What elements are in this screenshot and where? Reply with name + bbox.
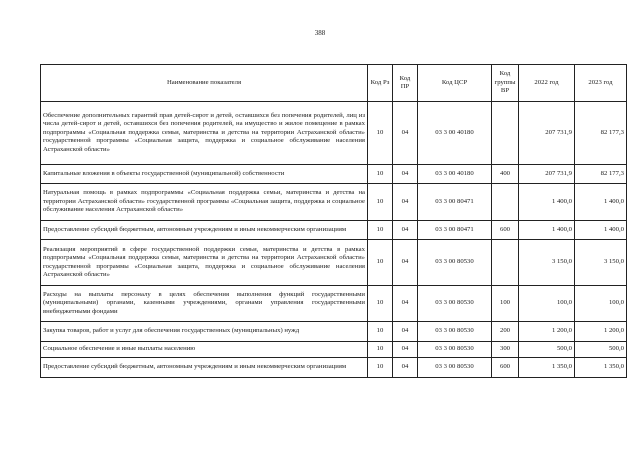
row-pr: 04 [393, 102, 418, 165]
row-name: Закупка товаров, работ и услуг для обеспечения государственных (муниципальных) нужд [41, 322, 368, 342]
row-2022: 1 400,0 [519, 221, 575, 240]
row-name: Социальное обеспечение и иные выплаты населению [41, 342, 368, 358]
row-2023: 1 400,0 [575, 221, 627, 240]
row-vr: 300 [492, 342, 519, 358]
row-rz: 10 [368, 165, 393, 184]
header-vr: Код группы ВР [492, 65, 519, 102]
row-2023: 82 177,3 [575, 102, 627, 165]
row-2023: 3 150,0 [575, 240, 627, 286]
table-row [41, 184, 627, 221]
row-name: Натуральная помощь в рамках подпрограммы «Социальная поддержка семьи, материнства и детства на территории Астраханской области» государственной программы «Социальная защита, поддержка и социальное обслуживание населения Астраханской области» [41, 184, 368, 221]
row-pr: 04 [393, 358, 418, 378]
row-2022: 500,0 [519, 342, 575, 358]
row-pr: 04 [393, 240, 418, 286]
row-name: Капитальные вложения в объекты государственной (муниципальной) собственности [41, 165, 368, 184]
page-number: 388 [314, 29, 326, 37]
row-2022: 1 350,0 [519, 358, 575, 378]
header-2023: 2023 год [575, 65, 627, 102]
row-rz: 10 [368, 322, 393, 342]
row-name: Предоставление субсидий бюджетным, автономным учреждениям и иным некоммерческим организациям [41, 221, 368, 240]
row-rz: 10 [368, 102, 393, 165]
row-csr: 03 3 00 40180 [418, 165, 492, 184]
row-2022: 3 150,0 [519, 240, 575, 286]
row-2022: 207 731,9 [519, 102, 575, 165]
row-vr [492, 102, 519, 165]
table-row [41, 240, 627, 286]
row-vr: 600 [492, 221, 519, 240]
row-2023: 1 400,0 [575, 184, 627, 221]
row-2023: 1 350,0 [575, 358, 627, 378]
row-rz: 10 [368, 358, 393, 378]
row-csr: 03 3 00 80530 [418, 286, 492, 322]
row-vr [492, 240, 519, 286]
row-pr: 04 [393, 342, 418, 358]
row-2022: 1 200,0 [519, 322, 575, 342]
row-vr [492, 184, 519, 221]
row-2023: 82 177,3 [575, 165, 627, 184]
row-name: Обеспечение дополнительных гарантий прав детей-сирот и детей, оставшихся без попечения родителей, лиц из числа детей-сирот и детей, оставшихся без попечения родителей, на имущество и жилое помещение в рамках подпрограммы «Социальная поддержка семьи, материнства и детства на территории Астраханской области» государственной программы «Социальная защита, поддержка и социальное обслуживание населения Астраханской области» [41, 102, 368, 165]
row-name: Реализация мероприятий в сфере государственной поддержки семьи, материнства и детства в рамках подпрограммы «Социальная поддержка семьи, материнства и детства на территории Астраханской области» государственной программы «Социальная защита, поддержка и социальное обслуживание населения Астраханской области» [41, 240, 368, 286]
table-row [41, 342, 627, 358]
row-vr: 100 [492, 286, 519, 322]
row-pr: 04 [393, 221, 418, 240]
row-2022: 100,0 [519, 286, 575, 322]
row-csr: 03 3 00 80530 [418, 358, 492, 378]
table-row [41, 358, 627, 378]
row-rz: 10 [368, 240, 393, 286]
row-pr: 04 [393, 184, 418, 221]
row-csr: 03 3 00 80530 [418, 342, 492, 358]
budget-table [40, 64, 627, 378]
row-2023: 100,0 [575, 286, 627, 322]
table-row [41, 221, 627, 240]
row-rz: 10 [368, 221, 393, 240]
table-row [41, 165, 627, 184]
header-csr: Код ЦСР [418, 65, 492, 102]
row-name: Расходы на выплаты персоналу в целях обеспечения выполнения функций государственными (муниципальными) органами, казенными учреждениями, органами управления государственными внебюджетными фондами [41, 286, 368, 322]
row-csr: 03 3 00 80530 [418, 322, 492, 342]
row-vr: 200 [492, 322, 519, 342]
row-rz: 10 [368, 184, 393, 221]
header-name: Наименование показателя [41, 65, 368, 102]
row-csr: 03 3 00 40180 [418, 102, 492, 165]
header-2022: 2022 год [519, 65, 575, 102]
table-row [41, 322, 627, 342]
row-vr: 600 [492, 358, 519, 378]
row-2023: 500,0 [575, 342, 627, 358]
row-csr: 03 3 00 80530 [418, 240, 492, 286]
row-2022: 1 400,0 [519, 184, 575, 221]
row-pr: 04 [393, 322, 418, 342]
row-name: Предоставление субсидий бюджетным, автономным учреждениям и иным некоммерческим организациям [41, 358, 368, 378]
row-rz: 10 [368, 286, 393, 322]
table-row [41, 102, 627, 165]
row-pr: 04 [393, 286, 418, 322]
row-2022: 207 731,9 [519, 165, 575, 184]
row-pr: 04 [393, 165, 418, 184]
header-pr: Код ПР [393, 65, 418, 102]
row-csr: 03 3 00 80471 [418, 221, 492, 240]
row-rz: 10 [368, 342, 393, 358]
table-header-row [41, 65, 627, 102]
row-vr: 400 [492, 165, 519, 184]
row-csr: 03 3 00 80471 [418, 184, 492, 221]
header-rz: Код Рз [368, 65, 393, 102]
row-2023: 1 200,0 [575, 322, 627, 342]
table-row [41, 286, 627, 322]
